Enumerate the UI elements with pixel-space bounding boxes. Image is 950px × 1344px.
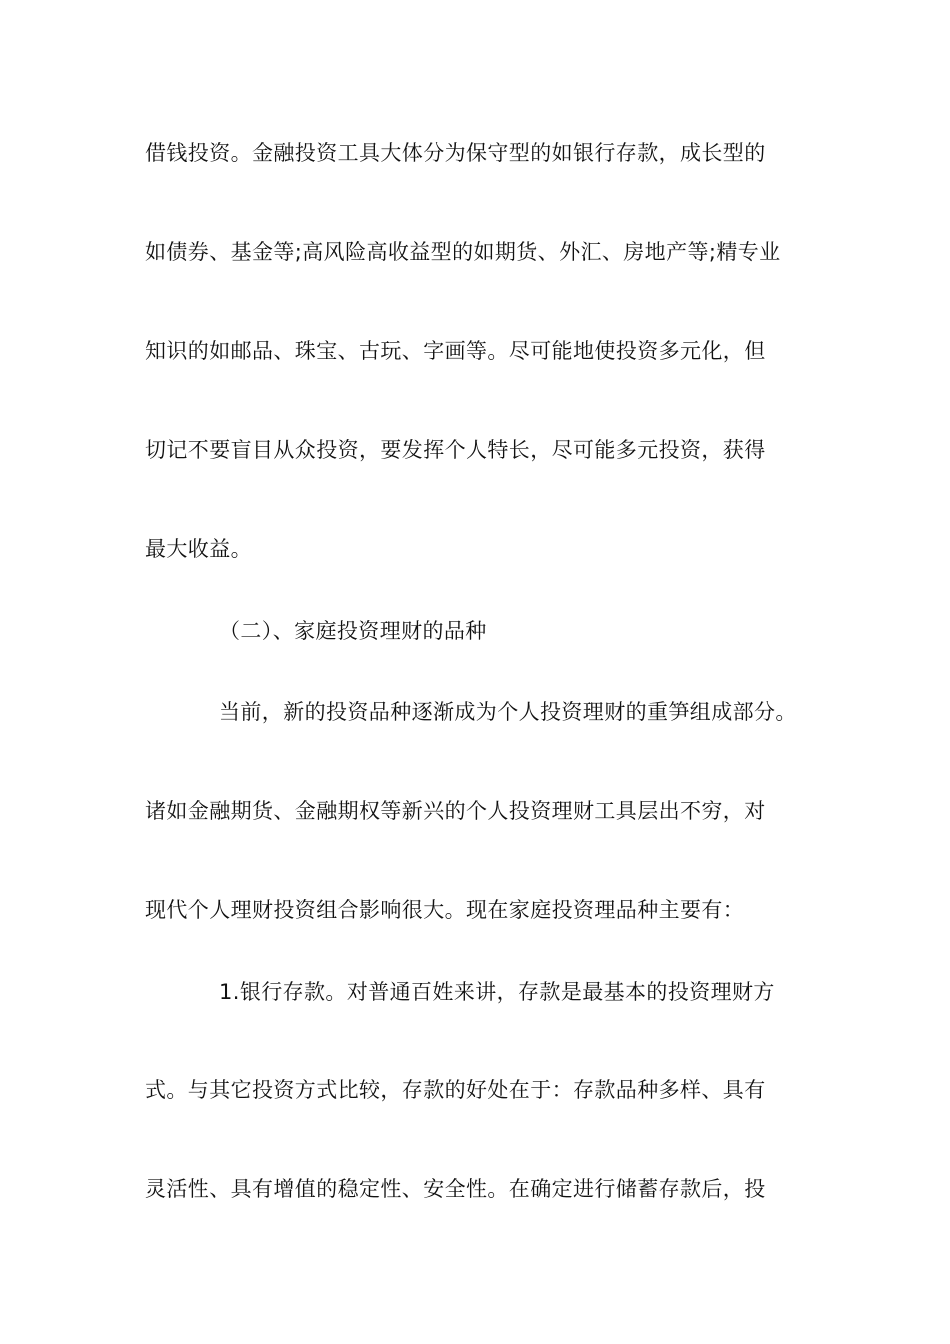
paragraph-line: 诸如金融期货、金融期权等新兴的个人投资理财工具层出不穷，对 bbox=[145, 799, 766, 823]
list-item-line: 1.银行存款。对普通百姓来讲，存款是最基本的投资理财方 bbox=[219, 980, 775, 1004]
paragraph-line: 现代个人理财投资组合影响很大。现在家庭投资理品种主要有： bbox=[145, 898, 745, 922]
paragraph-line: 如债券、基金等;高风险高收益型的如期货、外汇、房地产等;精专业 bbox=[145, 240, 781, 264]
paragraph-line: 当前，新的投资品种逐渐成为个人投资理财的重笋组成部分。 bbox=[219, 700, 797, 724]
paragraph-line: 式。与其它投资方式比较，存款的好处在于：存款品种多样、具有 bbox=[145, 1078, 766, 1102]
paragraph-line: 灵活性、具有增值的稳定性、安全性。在确定进行储蓄存款后，投 bbox=[145, 1177, 766, 1201]
paragraph-line: 借钱投资。金融投资工具大体分为保守型的如银行存款，成长型的 bbox=[145, 141, 766, 165]
section-heading: （二）、家庭投资理财的品种 bbox=[219, 619, 487, 643]
paragraph-line: 知识的如邮品、珠宝、古玩、字画等。尽可能地使投资多元化，但 bbox=[145, 339, 766, 363]
paragraph-line: 切记不要盲目从众投资，要发挥个人特长，尽可能多元投资，获得 bbox=[145, 438, 766, 462]
paragraph-line: 最大收益。 bbox=[145, 537, 252, 561]
